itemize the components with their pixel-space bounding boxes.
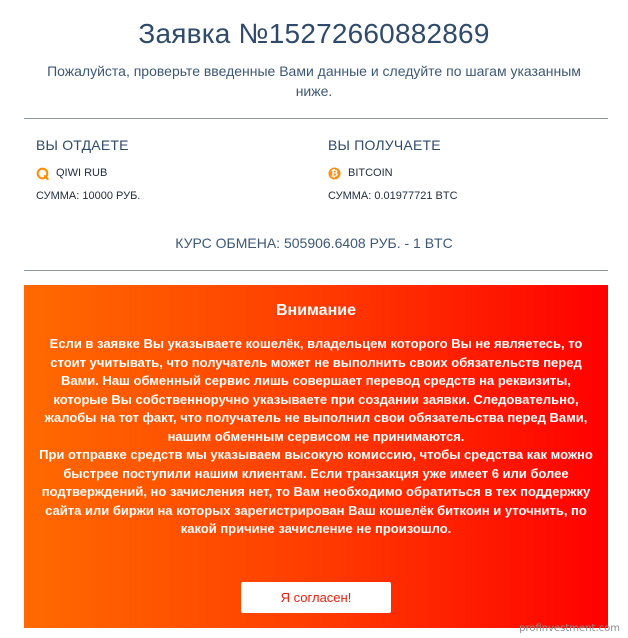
warning-panel (24, 285, 608, 628)
receive-heading: ВЫ ПОЛУЧАЕТЕ (328, 137, 441, 153)
receive-section (328, 137, 458, 202)
agree-button[interactable]: Я согласен! (241, 582, 391, 613)
receive-currency-label: BITCOIN (348, 167, 393, 179)
svg-text:₿: ₿ (330, 169, 339, 180)
receive-sum: СУММА: 0.01977721 BTC (328, 190, 458, 202)
watermark: profinvestment.com (519, 623, 620, 634)
qiwi-icon (36, 167, 49, 180)
give-section (36, 137, 140, 202)
page-title: Заявка №15272660882869 (138, 18, 490, 49)
warning-text: Если в заявке Вы указываете кошелёк, владельцем которого Вы не являетесь, то стоит учитывать, что получатель может не выполнить своих обязательств перед Вами. Наш обменный сервис лишь совершает перевод средств на реквизиты, которые Вы собственноручно указываете при создании заявки. Следовательно, жалобы на тот факт, что получатель не выполнил свои обязательства перед Вами, нашим обменным сервисом не принимаются. При отправке средств мы указываем высокую комиссию, чтобы средства как можно быстрее поступили нашим клиентам. Если транзакция уже имеет 6 или более подтверждений, но зачисления нет, то Вам необходимо обратиться в тех поддержку сайта или биржи на которых зарегистрирован Ваш кошелёк биткоин и уточнить, по какой причине зачисление не произошло. (39, 336, 593, 536)
give-sum: СУММА: 10000 РУБ. (36, 190, 141, 202)
bottom-divider (24, 270, 608, 271)
exchange-rate: КУРС ОБМЕНА: 505906.6408 РУБ. - 1 BTC (175, 235, 453, 251)
page-subtitle: Пожалуйста, проверьте введенные Вами данные и следуйте по шагам указанным ниже. (47, 63, 581, 99)
receive-currency (328, 165, 458, 181)
give-currency-label: QIWI RUB (56, 167, 108, 179)
warning-title: Внимание (276, 302, 356, 319)
top-divider (24, 118, 608, 119)
give-heading: ВЫ ОТДАЕТЕ (36, 137, 129, 153)
bitcoin-icon (328, 167, 341, 180)
give-currency (36, 165, 140, 181)
